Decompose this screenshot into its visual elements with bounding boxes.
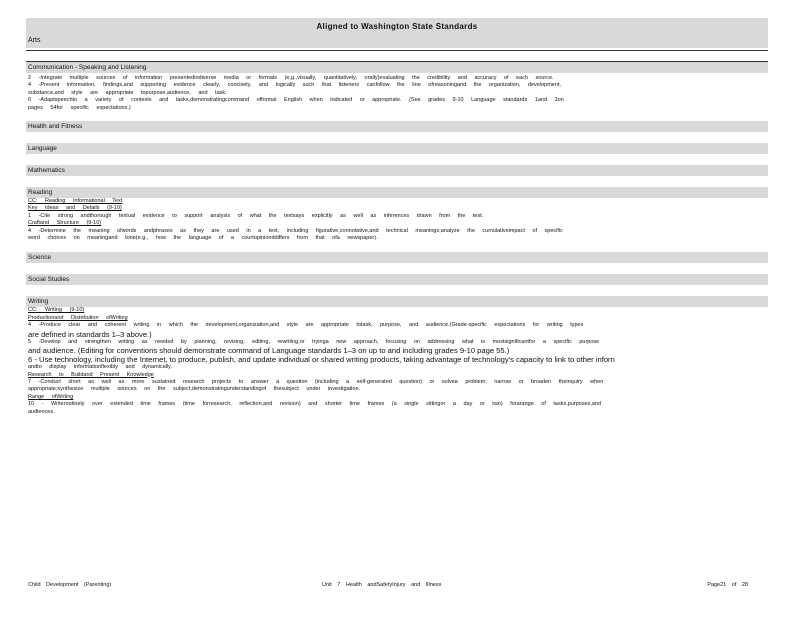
standard-line: 4 -Present information, findings,and supporting evidence clearly, concisely, and logically such that listeners canfollow the line ofreasoningand the organization, development, xyxy=(28,82,561,89)
title-bar xyxy=(26,18,768,48)
section-heading-communication: Communication - Speaking and Listening xyxy=(26,61,768,73)
reading-subheading: Key Ideas and Details (9-10) xyxy=(28,205,122,212)
section-heading-mathematics: Mathematics xyxy=(26,165,768,176)
standard-line: 10 - Writeroutinely over extended time frames (time forresearch, reflection,and revision) and shorter time frames (a single sittingor a day or two) forarange of tasks,purposes,and xyxy=(28,401,602,408)
page-title: Aligned to Washington State Standards xyxy=(316,22,478,31)
standard-line: audiences. xyxy=(28,408,55,415)
section-heading-science: Science xyxy=(26,252,768,263)
writing-subheading: Research to Buildand Present Knowledge xyxy=(28,371,154,378)
divider xyxy=(26,50,768,51)
standard-line: 7 -Conduct short as well as more sustained research projects to answer a question (including a self-generated question) or solvea problem; narrow or broaden theinquiry when xyxy=(28,378,604,385)
writing-subheading: Range ofWriting xyxy=(28,393,74,400)
section-heading-health: Health and Fitness xyxy=(26,121,768,132)
standard-line: 4 -Determine the meaning ofwords andphrases as they are used in a text, including figurative,connotative,and technical meanings;analyze the cumulativeimpact of specific xyxy=(28,227,563,234)
footer-unit: Unit 7 Health andSafetyInjury and Illness xyxy=(322,582,442,588)
section-heading-writing: Writing xyxy=(26,296,768,307)
section-heading-reading: Reading xyxy=(26,187,768,198)
standard-line: 6 - Use technology, including the Internet, to produce, publish, and update individual or shared writing products, taking advantage of technology's capacity to link to other inforn xyxy=(28,355,615,365)
reading-subheading: Craftand Structure (9-10) xyxy=(28,220,102,227)
standard-line: 4 -Produce clear and coherent writing in which the development,organization,and style are appropriate totask, purpose, and audience.(Grade-specific expectations for writing types xyxy=(28,322,584,329)
standard-line: 2 -Integrate multiple sources of information presentedindiverse media or formats (e.g.,visually, quantitatively, orally)evaluating the credibility and accuracy of each source. xyxy=(28,75,554,81)
standard-line: 5 -Develop and strengthen writing as needed by planning, revising, editing, rewriting,or tryinga new approach, focusing on addressing what is mostsignificantfor a specific purpose xyxy=(28,338,600,345)
standard-line: word choices on meaningand tone(e.g., how the language of a courtopinionddiffers from that ofa newspaper). xyxy=(28,235,378,242)
standard-line: are defined in standards 1–3 above.) xyxy=(28,329,152,339)
writing-subheading: Productionand Distribution ofWriting xyxy=(28,314,128,321)
standard-line: pages 54for specific expectations.) xyxy=(28,104,131,111)
standard-line: 1 -Cite strong andthorough textual evidence to support analysis of what the textsays explicitly as well as inferences drawn from the text. xyxy=(28,212,484,219)
section-heading-language: Language xyxy=(26,143,768,154)
footer-page-number: Page21 of 28 xyxy=(707,582,748,588)
standard-line: substance,and style are appropriate topurpose,audience, and task. xyxy=(28,89,227,96)
arts-label: Arts xyxy=(28,37,41,44)
footer-course: Child Development (Parenting) xyxy=(28,582,112,588)
section-heading-social-studies: Social Studies xyxy=(26,274,768,285)
standard-line: and audience. (Editing for conventions should demonstrate command of Language standards 1–3 on up to and including grades 9-10 page 55.) xyxy=(28,346,510,356)
standard-line: appropriate;synthesize multiple sources on the subject,demonstratingunderstandingof thesubject under investigation. xyxy=(28,386,361,393)
standards-page xyxy=(26,18,768,416)
standard-line: 6 -Adaptspeechto a variety of contexts and tasks,demonstratingcommand offormal English when indicated or appropriate. (See grades 9-10 Language standards 1and 3on xyxy=(28,97,564,104)
reading-subheading: CC: Reading Informational Text xyxy=(28,198,123,205)
standard-line: andto display informationflexibly and dynamically. xyxy=(28,364,173,371)
writing-subheading: CC: Writing (9-10) xyxy=(28,307,85,314)
